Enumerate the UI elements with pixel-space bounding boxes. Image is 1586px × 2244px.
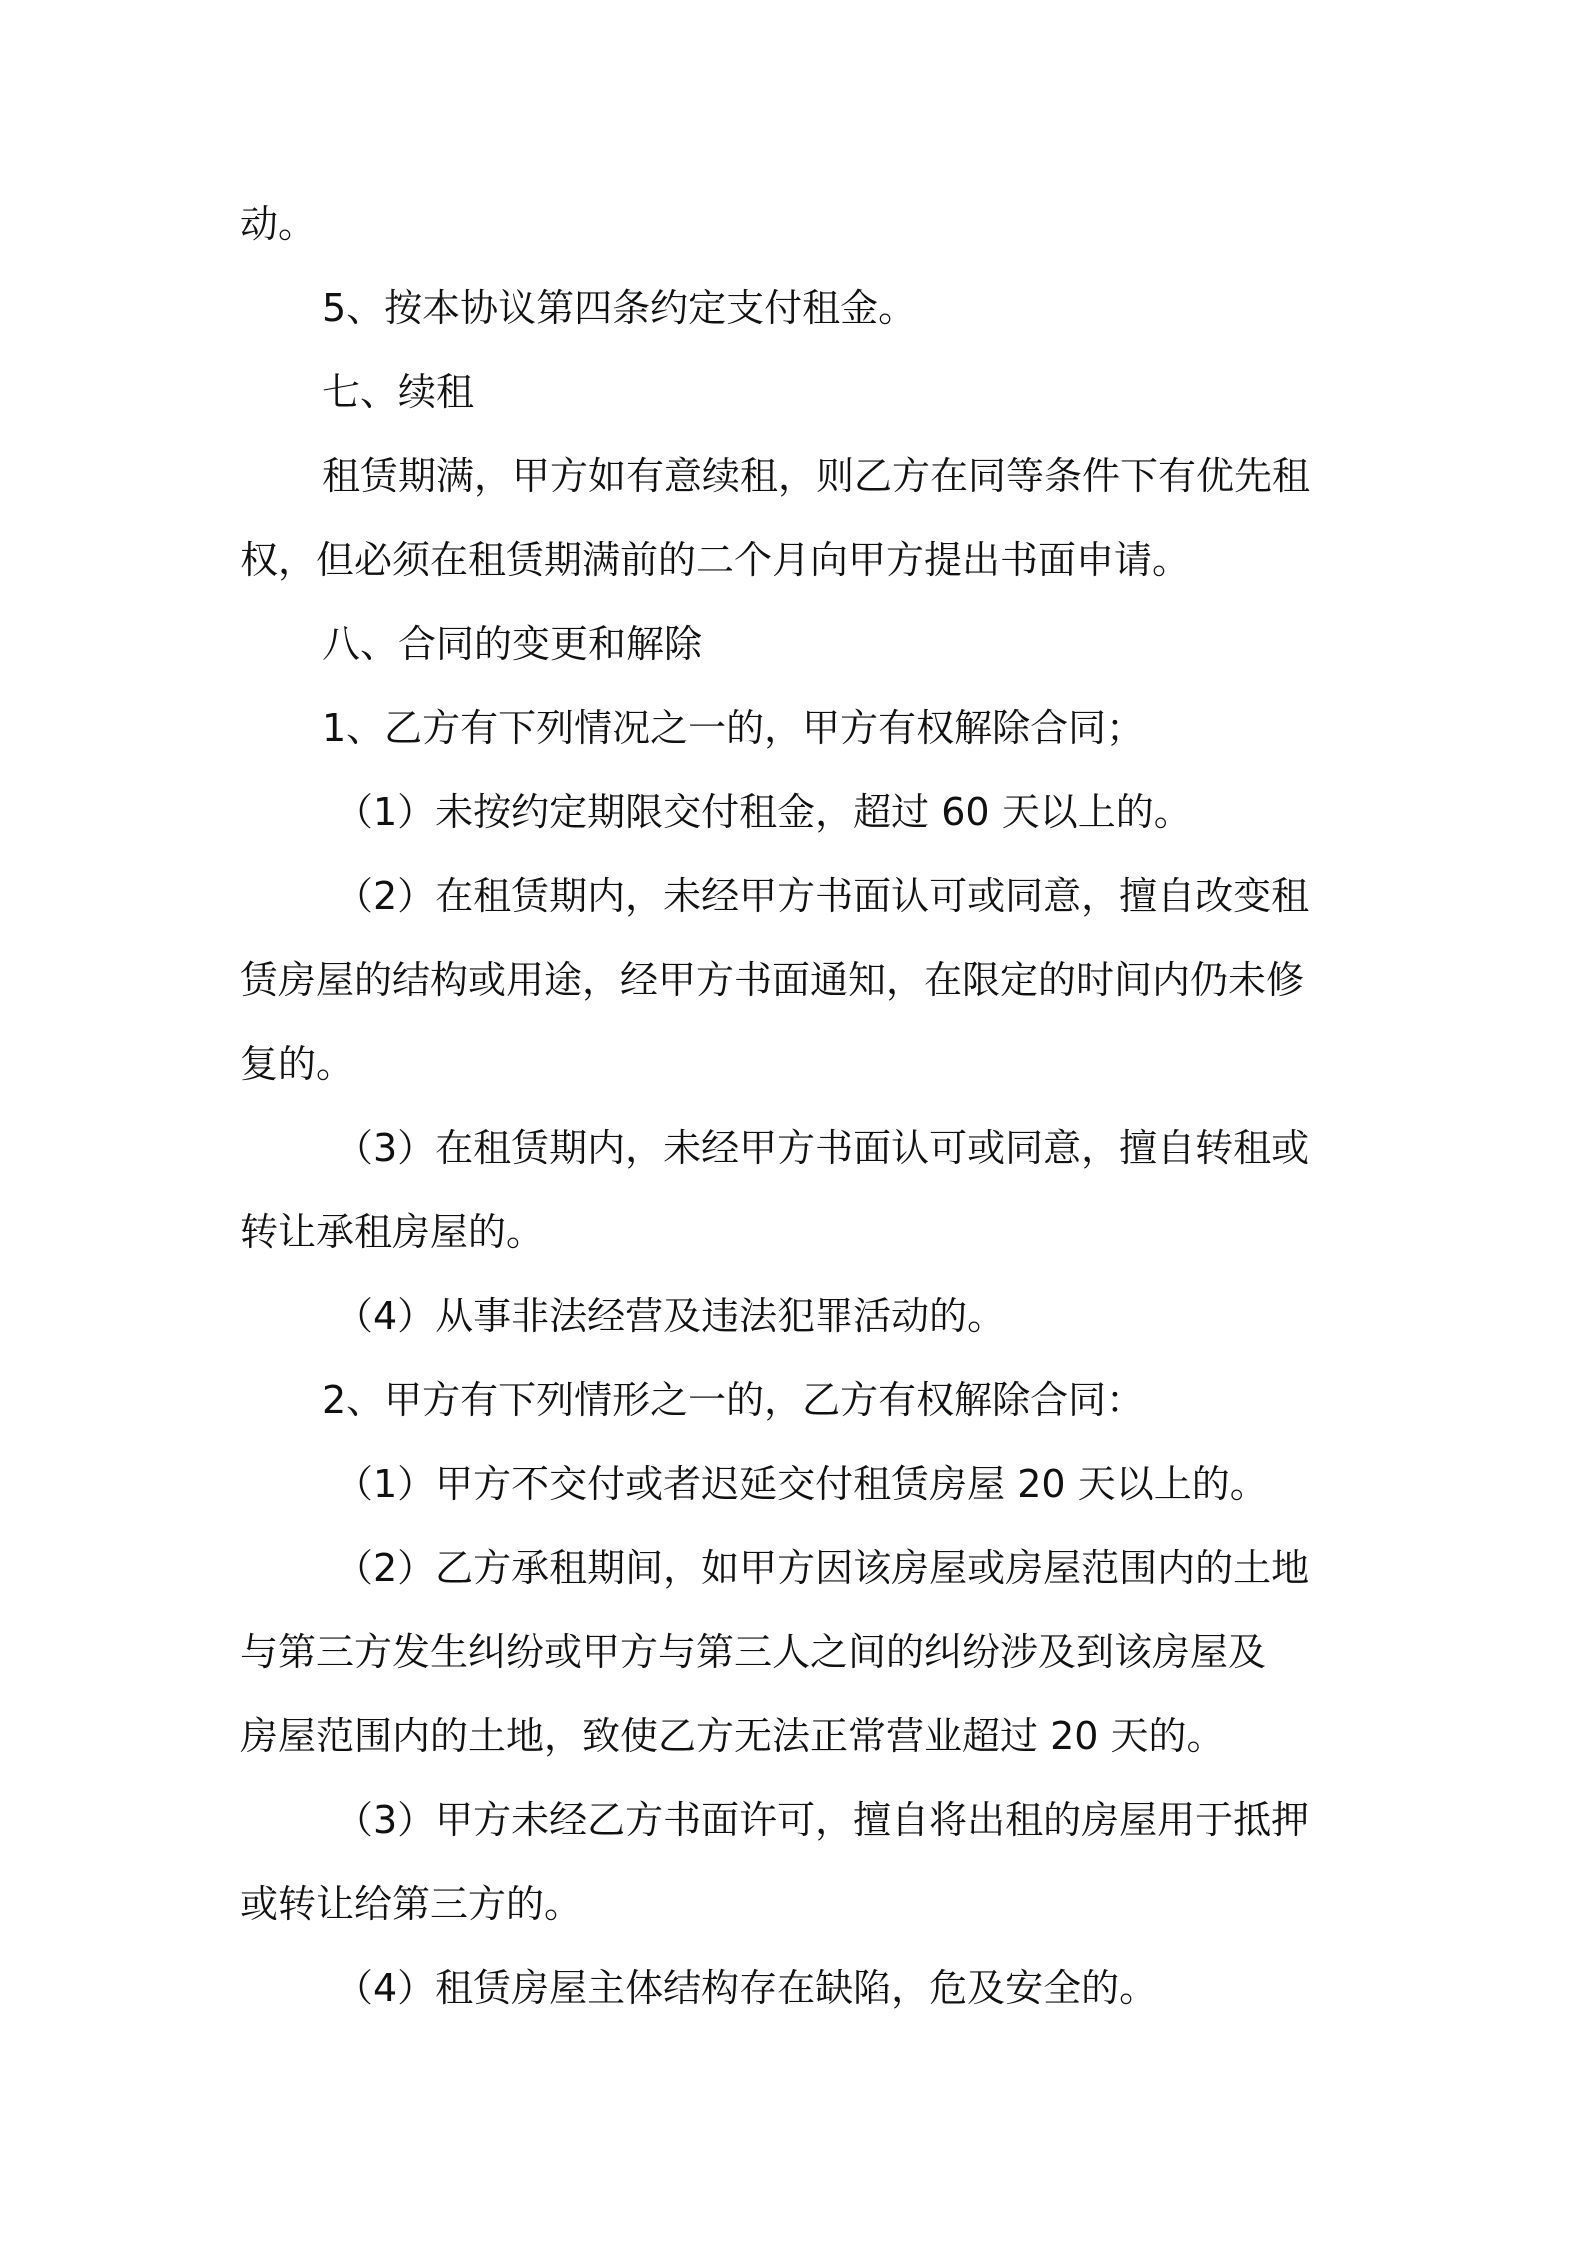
text-line: （1）未按约定期限交付租金，超过 60 天以上的。 — [335, 790, 1192, 834]
section-heading: 七、续租 — [322, 370, 475, 414]
text-line: （4）从事非法经营及违法犯罪活动的。 — [335, 1294, 1006, 1338]
text-line: （2）乙方承租期间，如甲方因该房屋或房屋范围内的土地 — [335, 1546, 1310, 1590]
text-line: 或转让给第三方的。 — [240, 1882, 583, 1926]
text-line: 租赁期满，甲方如有意续租，则乙方在同等条件下有优先租 — [322, 454, 1311, 498]
text-line: 复的。 — [240, 1042, 355, 1086]
text-line: 房屋范围内的土地，致使乙方无法正常营业超过 20 天的。 — [240, 1714, 1225, 1758]
text-line: （4）租赁房屋主体结构存在缺陷，危及安全的。 — [335, 1966, 1158, 2010]
text-line: 权，但必须在租赁期满前的二个月向甲方提出书面申请。 — [240, 538, 1191, 582]
text-line: （3）在租赁期内，未经甲方书面认可或同意，擅自转租或 — [335, 1126, 1310, 1170]
text-line: 动。 — [240, 202, 317, 246]
text-line: 5、按本协议第四条约定支付租金。 — [322, 286, 917, 330]
text-line: 转让承租房屋的。 — [240, 1210, 545, 1254]
text-line: 与第三方发生纠纷或甲方与第三人之间的纠纷涉及到该房屋及 — [240, 1630, 1267, 1674]
section-heading: 八、合同的变更和解除 — [322, 622, 703, 666]
text-line: 2、甲方有下列情形之一的，乙方有权解除合同： — [322, 1378, 1145, 1422]
text-line: 1、乙方有下列情况之一的，甲方有权解除合同； — [322, 706, 1145, 750]
text-line: 赁房屋的结构或用途，经甲方书面通知，在限定的时间内仍未修 — [240, 958, 1305, 1002]
text-line: （2）在租赁期内，未经甲方书面认可或同意，擅自改变租 — [335, 874, 1310, 918]
text-line: （1）甲方不交付或者迟延交付租赁房屋 20 天以上的。 — [335, 1462, 1268, 1506]
text-line: （3）甲方未经乙方书面许可，擅自将出租的房屋用于抵押 — [335, 1798, 1310, 1842]
